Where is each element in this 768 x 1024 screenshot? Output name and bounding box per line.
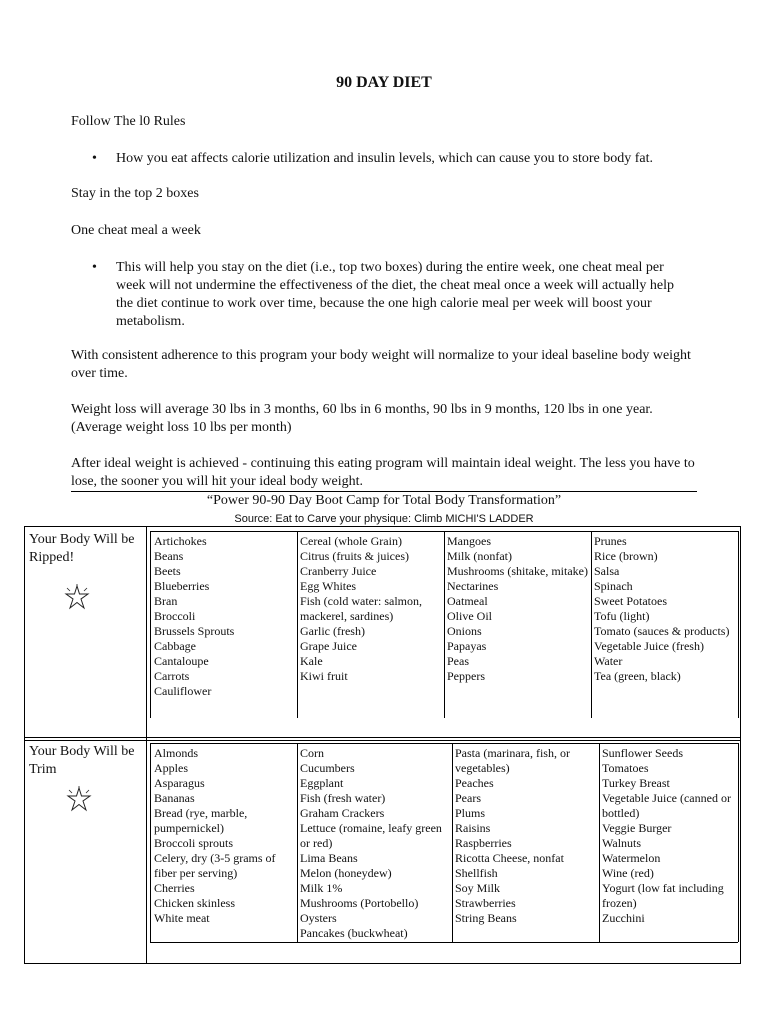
food-item: Egg Whites [300,579,357,593]
food-list [447,534,589,684]
food-item: Vegetable Juice (canned or bottled) [602,791,731,820]
column-divider [297,743,298,942]
bullet-text: This will help you stay on the diet (i.e., top two boxes) during the entire week, one cheat meal per week will not undermine the effectiveness of the diet, the cheat meal once a week will actually help the diet continue to work over time, because the one high calorie meal per week will boost your metabolism. [116,260,674,329]
food-item: Beets [154,564,181,578]
food-item: Citrus (fruits & juices) [300,549,409,563]
food-item: Bananas [154,791,195,805]
table-divider [24,740,741,741]
food-item: Cereal (whole Grain) [300,534,402,548]
inner-box-bottom [150,942,738,943]
column-divider [444,531,445,718]
weight-loss-text: Weight loss will average 30 lbs in 3 months, 60 lbs in 6 months, 90 lbs in 9 months, 120 lbs in one year. (Average weight loss 10 lbs per month) [71,402,653,435]
food-list [594,534,736,684]
food-item: Kiwi fruit [300,669,348,683]
food-item: Tofu (light) [594,609,650,623]
food-item: Lettuce (romaine, leafy green or red) [300,821,442,850]
divider [71,491,697,492]
food-list [602,746,736,926]
food-item: Spinach [594,579,633,593]
food-item: Zucchini [602,911,645,925]
food-item: Almonds [154,746,199,760]
food-item: Tomatoes [602,761,649,775]
food-item: Watermelon [602,851,661,865]
food-list [154,746,294,926]
food-item: Vegetable Juice (fresh) [594,639,704,653]
food-item: Broccoli [154,609,196,623]
table-divider [24,737,741,738]
cheat-meal-text: One cheat meal a week [71,223,201,238]
page-title: 90 DAY DIET [336,74,432,91]
inner-box-left [150,743,151,942]
bullet-dot: • [92,260,97,275]
food-item: Broccoli sprouts [154,836,233,850]
food-item: Raisins [455,821,491,835]
food-item: Garlic (fresh) [300,624,365,638]
food-item: Asparagus [154,776,205,790]
food-item: Olive Oil [447,609,492,623]
food-item: Sunflower Seeds [602,746,683,760]
food-item: Turkey Breast [602,776,670,790]
star-burst-icon [65,786,93,814]
food-list [300,534,442,684]
food-item: Fish (fresh water) [300,791,386,805]
row-label-ripped: Your Body Will be Ripped! [29,532,135,565]
food-item: Graham Crackers [300,806,385,820]
food-item: Mushrooms (Portobello) [300,896,419,910]
food-item: Sweet Potatoes [594,594,667,608]
table-subtitle: “Power 90-90 Day Boot Camp for Total Body Transformation” [206,493,562,508]
column-divider [599,743,600,942]
food-item: Grape Juice [300,639,357,653]
food-item: Nectarines [447,579,499,593]
food-item: Mangoes [447,534,491,548]
food-item: Cauliflower [154,684,212,698]
bullet-dot: • [92,151,97,166]
top-boxes-text: Stay in the top 2 boxes [71,186,199,201]
food-item: Beans [154,549,184,563]
food-item: Fish (cold water: salmon, mackerel, sardines) [300,594,422,623]
food-item: Mushrooms (shitake, mitake) [447,564,588,578]
food-item: Cranberry Juice [300,564,377,578]
food-list [455,746,597,926]
food-item: Bread (rye, marble, pumpernickel) [154,806,248,835]
food-item: Eggplant [300,776,344,790]
food-item: Peaches [455,776,494,790]
table-source: Source: Eat to Carve your physique: Climb MICHI'S LADDER [234,513,534,525]
food-item: Cucumbers [300,761,355,775]
food-item: Plums [455,806,486,820]
food-item: Cantaloupe [154,654,209,668]
row-label-trim: Your Body Will be Trim [29,744,135,777]
food-item: Brussels Sprouts [154,624,235,638]
food-item: Chicken skinless [154,896,235,910]
food-item: Water [594,654,623,668]
food-item: Tomato (sauces & products) [594,624,730,638]
column-divider [297,531,298,718]
food-item: Melon (honeydew) [300,866,392,880]
food-item: Pears [455,791,481,805]
food-item: Peas [447,654,469,668]
column-divider [452,743,453,942]
food-item: Milk (nonfat) [447,549,512,563]
rules-heading: Follow The l0 Rules [71,114,186,129]
food-item: Papayas [447,639,487,653]
food-item: Peppers [447,669,485,683]
food-item: Cherries [154,881,195,895]
bullet-text: How you eat affects calorie utilization and insulin levels, which can cause you to store body fat. [116,151,654,166]
food-item: Raspberries [455,836,512,850]
food-item: Corn [300,746,324,760]
food-item: Wine (red) [602,866,654,880]
column-divider [591,531,592,718]
food-item: Cabbage [154,639,196,653]
food-item: Salsa [594,564,620,578]
food-item: Strawberries [455,896,516,910]
food-item: Kale [300,654,323,668]
food-item: Prunes [594,534,627,548]
maintenance-text: After ideal weight is achieved - continuing this eating program will maintain ideal weight. The less you have to lose, the sooner you will hit your ideal body weight. [71,456,695,489]
food-item: Oysters [300,911,337,925]
food-list [154,534,294,699]
food-item: Onions [447,624,482,638]
food-item: Walnuts [602,836,642,850]
food-item: Veggie Burger [602,821,672,835]
food-item: Ricotta Cheese, nonfat [455,851,564,865]
food-item: Soy Milk [455,881,501,895]
inner-box-right [738,743,739,942]
food-list [300,746,450,941]
food-item: Bran [154,594,178,608]
food-item: Yogurt (low fat including frozen) [602,881,724,910]
food-item: Tea (green, black) [594,669,681,683]
food-item: White meat [154,911,210,925]
food-item: String Beans [455,911,517,925]
food-item: Carrots [154,669,190,683]
food-item: Apples [154,761,188,775]
food-item: Artichokes [154,534,207,548]
inner-box-left [150,531,151,718]
inner-box-right [738,531,739,718]
food-item: Shellfish [455,866,498,880]
star-burst-icon [63,584,91,612]
food-item: Pasta (marinara, fish, or vegetables) [455,746,570,775]
inner-box-top [150,743,738,744]
adherence-text: With consistent adherence to this program your body weight will normalize to your ideal baseline body weight over time. [71,348,691,381]
food-item: Lima Beans [300,851,358,865]
food-item: Blueberries [154,579,210,593]
food-item: Pancakes (buckwheat) [300,926,408,940]
food-item: Celery, dry (3-5 grams of fiber per serving) [154,851,276,880]
food-item: Milk 1% [300,881,343,895]
food-item: Rice (brown) [594,549,658,563]
food-item: Oatmeal [447,594,488,608]
